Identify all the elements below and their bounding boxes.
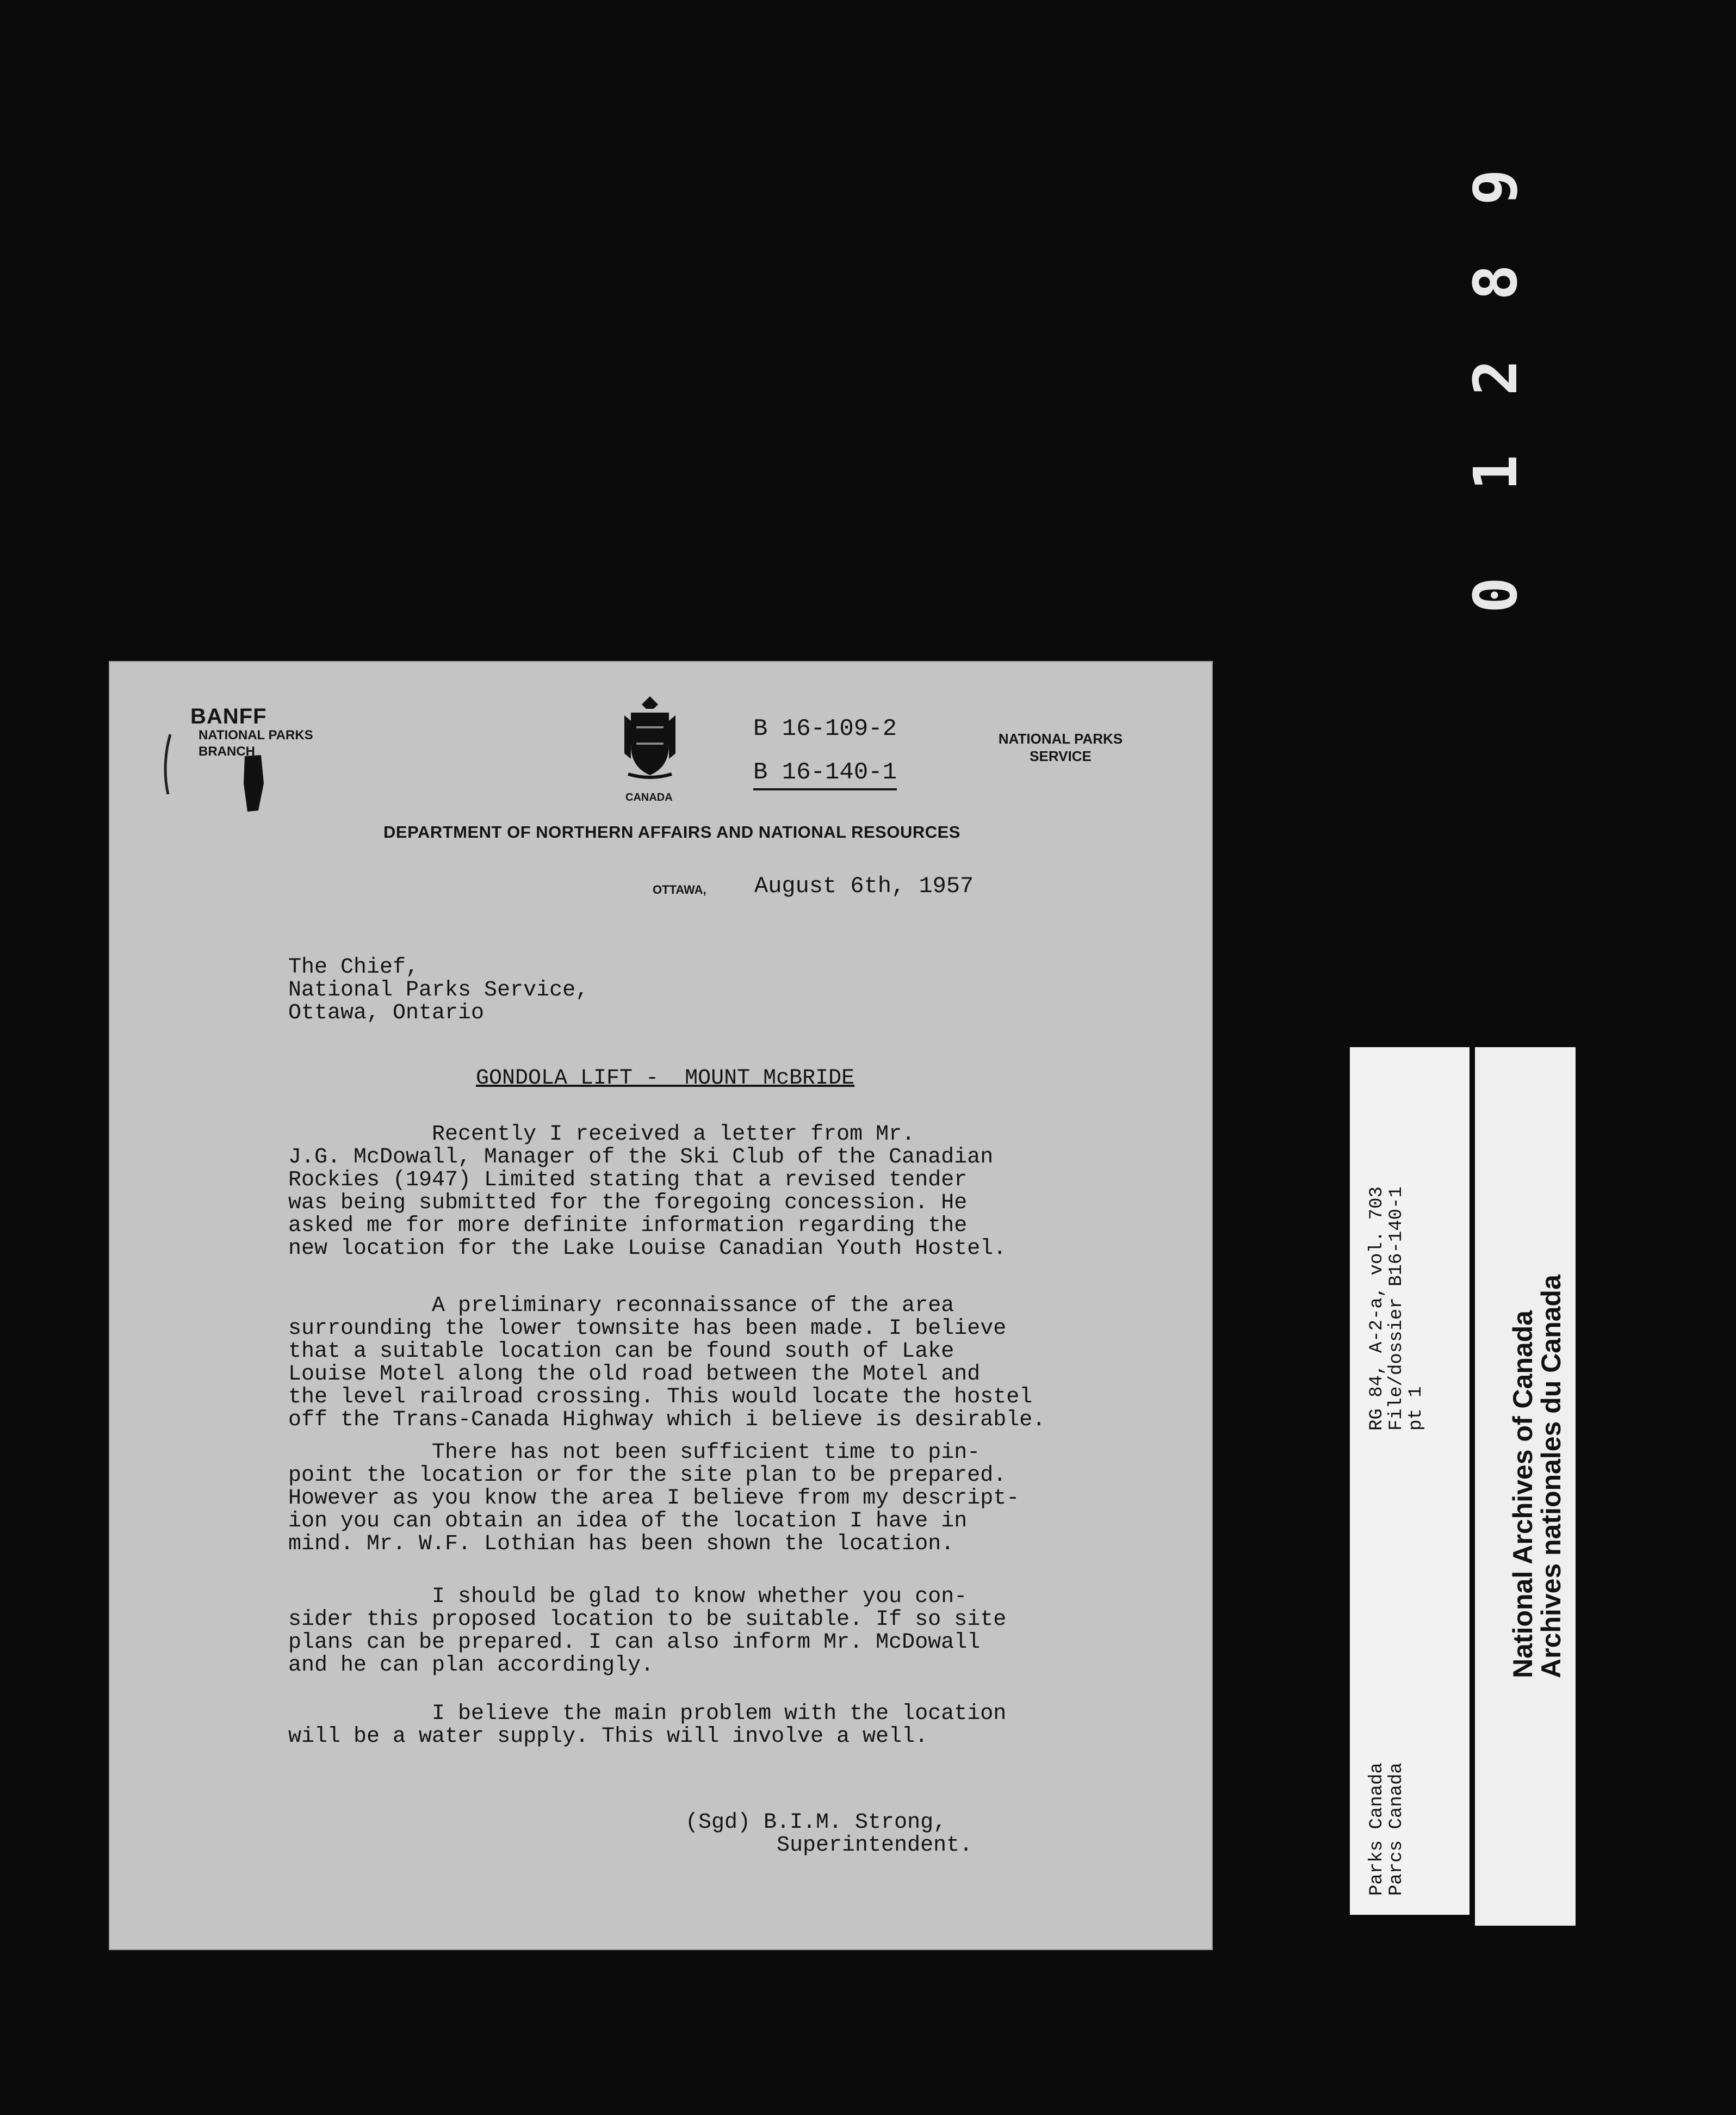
signature-block: (Sgd) B.I.M. Strong, Superintendent. [685,1810,973,1858]
handwritten-mark-icon [160,732,177,797]
agency-text: Parks Canada Parcs Canada [1367,1762,1407,1896]
letterhead-branch: NATIONAL PARKS BRANCH [199,728,313,759]
letter-paragraph: There has not been sufficient time to pin- point the location or for the site plan to be prepared. However as you know the area I believe from my descript- ion you can obtain an idea of the location I have in mind. Mr. W.F. Lothian has been shown the location. [288,1440,1020,1556]
frame-digit: 2 [1461,359,1530,396]
emblem-label: CANADA [625,791,673,803]
place-label: OTTAWA, [653,883,706,896]
letter-date: August 6th, 1957 [754,873,974,899]
recipient-address: The Chief, National Parks Service, Ottawa, Ontario [288,955,589,1025]
letterhead-banff: BANFF [190,704,267,728]
letterhead-service: NATIONAL PARKS SERVICE [998,731,1123,764]
department-name: DEPARTMENT OF NORTHERN AFFAIRS AND NATIONAL RESOURCES [383,822,960,842]
archive-reference-label [1350,1047,1470,1915]
letter-paragraph: Recently I received a letter from Mr. J.G. McDowall, Manager of the Ski Club of the Canadian Rockies (1947) Limited stating that a revised tender was being submitted for the foregoing concession. He asked me for more definite information regarding the new location for the Lake Louise Canadian Youth Hostel. [288,1122,1007,1261]
archives-name-label [1475,1047,1576,1926]
ink-blot-icon [239,751,266,816]
letter-page [109,661,1213,1950]
frame-digit: 9 [1461,169,1530,206]
letter-paragraph: I believe the main problem with the location will be a water supply. This will involve a well. [288,1702,1007,1749]
coat-of-arms-icon [620,694,680,781]
letter-paragraph: A preliminary reconnaissance of the area surrounding the lower townsite has been made. I believe that a suitable location can be found south of Lake Louise Motel along the old road between the Motel and the level railroad crossing. This would locate the hostel off the Trans-Canada Highway which i believe is desirable. [288,1294,1046,1432]
letter-subject: GONDOLA LIFT - MOUNT McBRIDE [476,1066,855,1091]
frame-digit: 0 [1461,577,1530,614]
file-number: B 16-109-2 [753,715,897,743]
reference-text: RG 84, A-2-a, vol. 703 File/dossier B16-140-1 pt 1 [1367,1186,1427,1431]
frame-digit: 8 [1461,264,1530,301]
file-number: B 16-140-1 [753,759,897,790]
archives-name-text: National Archives of Canada Archives nationales du Canada [1508,1275,1566,1678]
frame-digit: 1 [1461,454,1530,491]
frame-number [1436,120,1555,614]
letter-paragraph: I should be glad to know whether you con- sider this proposed location to be suitable. If so site plans can be prepared. I can also inform Mr. McDowall and he can plan accordingly. [288,1585,1007,1678]
